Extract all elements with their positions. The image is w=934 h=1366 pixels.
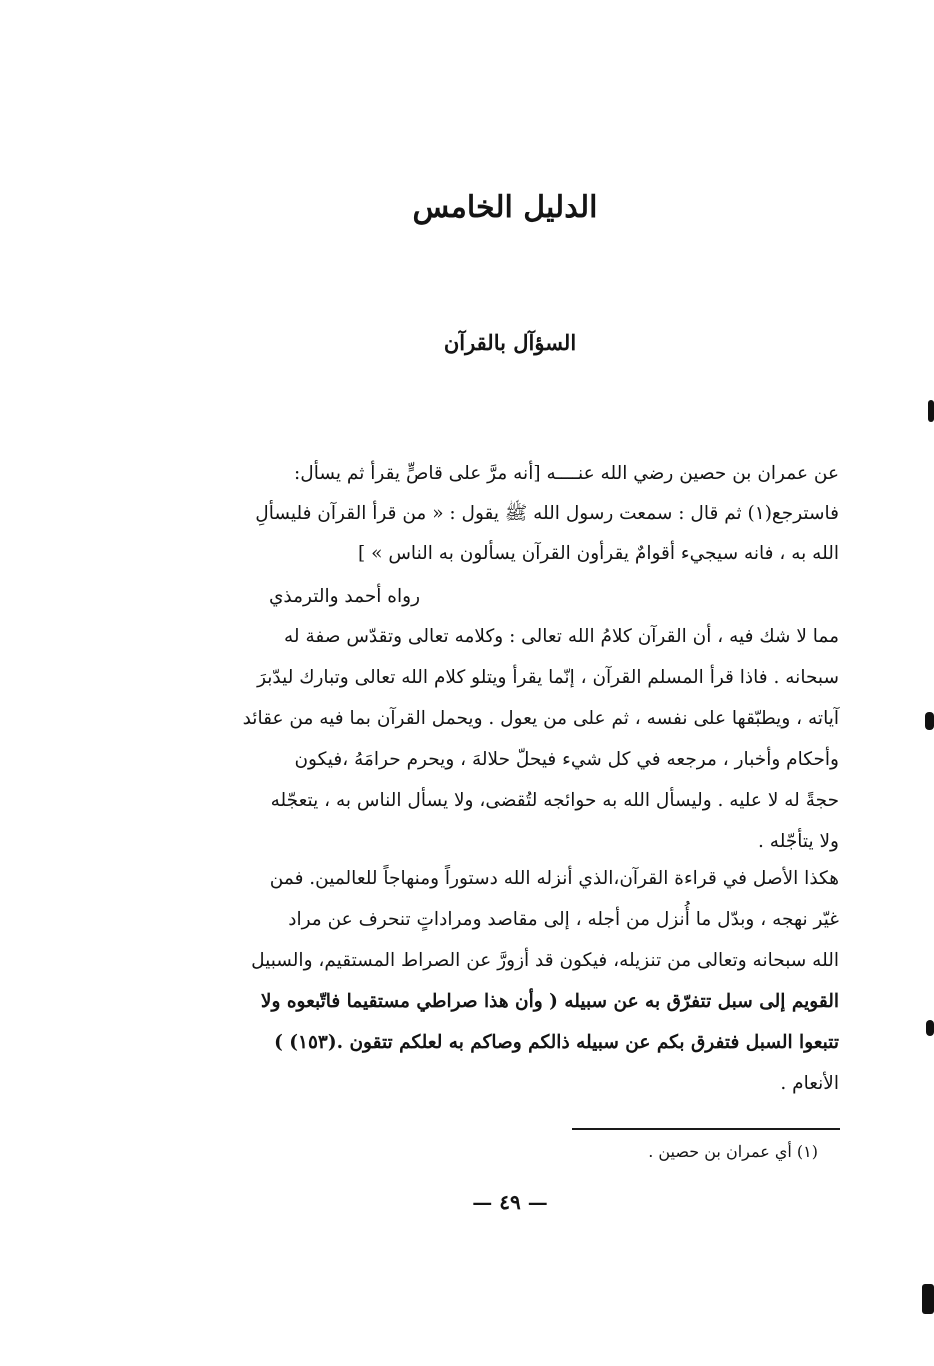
scan-edge-mark xyxy=(928,400,934,422)
footnote: (١) أي عمران بن حصين . xyxy=(648,1142,818,1161)
chapter-title: الدليل الخامس xyxy=(412,190,598,225)
hadith-narrator: رواه أحمد والترمذي xyxy=(268,586,420,607)
paragraph-line: القويم إلى سبل تتفرّق به عن سبيله ( وأن هذا صراطي مستقيما فاتّبعوه ولا xyxy=(260,991,839,1012)
page-number: — ٤٩ — xyxy=(472,1190,548,1214)
paragraph-line: غيّر نهجه ، وبدّل ما أُنزل من أجله ، إلى مقاصد ومراداتٍ تنحرف عن مراد xyxy=(288,909,839,930)
scan-edge-mark xyxy=(926,1020,934,1036)
scan-edge-mark xyxy=(922,1284,934,1314)
paragraph-line: الله سبحانه وتعالى من تنزيله، فيكون قد أزورَّ عن الصراط المستقيم، والسبيل xyxy=(251,950,839,971)
footnote-divider xyxy=(572,1128,840,1130)
hadith-line: عن عمران بن حصين رضي الله عنــــه [أنه مرَّ على قاصٍّ يقرأ ثم يسأل: xyxy=(294,463,839,484)
hadith-block xyxy=(159,455,839,575)
paragraph-line: ولا يتأجّله . xyxy=(758,831,839,852)
paragraph-line: آياته ، ويطبّقها على نفسه ، ثم على من يعول . ويحمل القرآن بما فيه من عقائد xyxy=(242,708,839,729)
paragraph-line: حجةً له لا عليه . وليسأل الله به حوائجه لتُقضى، ولا يسأل الناس به ، يتعجّله xyxy=(270,790,839,811)
paragraph-line: تتبعوا السبل فتفرق بكم عن سبيله ذالكم وصاكم به لعلكم تتقون .(١٥٣) ) xyxy=(274,1032,839,1053)
paragraph-line: مما لا شك فيه ، أن القرآن كلامُ الله تعالى : وكلامه تعالى وتقدّس صفة له xyxy=(284,626,839,647)
scan-edge-mark xyxy=(925,712,934,730)
hadith-line: فاسترجع(١) ثم قال : سمعت رسول الله ﷺ يقول : « من قرأ القرآن فليسألِ xyxy=(255,503,839,524)
paragraph-line: الأنعام . xyxy=(780,1073,839,1094)
paragraph-line: سبحانه . فاذا قرأ المسلم القرآن ، إنّما يقرأ ويتلو كلام الله تعالى وتبارك ليدّبرَ xyxy=(257,667,839,688)
section-title: السؤآل بالقرآن xyxy=(443,330,577,355)
paragraph-line: هكذا الأصل في قراءة القرآن،الذي أنزله الله دستوراً ومنهاجاً للعالمين. فمن xyxy=(269,868,839,889)
paragraph-1 xyxy=(159,618,839,858)
paragraph-line: وأحكام وأخبار ، مرجعه في كل شيء فيحلّ حلالهَ ، ويحرم حرامَهُ ،فيكون xyxy=(294,749,839,770)
hadith-line: الله به ، فانه سيجيء أقوامٌ يقرأون القرآن يسألون به الناس » ] xyxy=(358,543,839,564)
paragraph-2 xyxy=(159,860,839,1110)
